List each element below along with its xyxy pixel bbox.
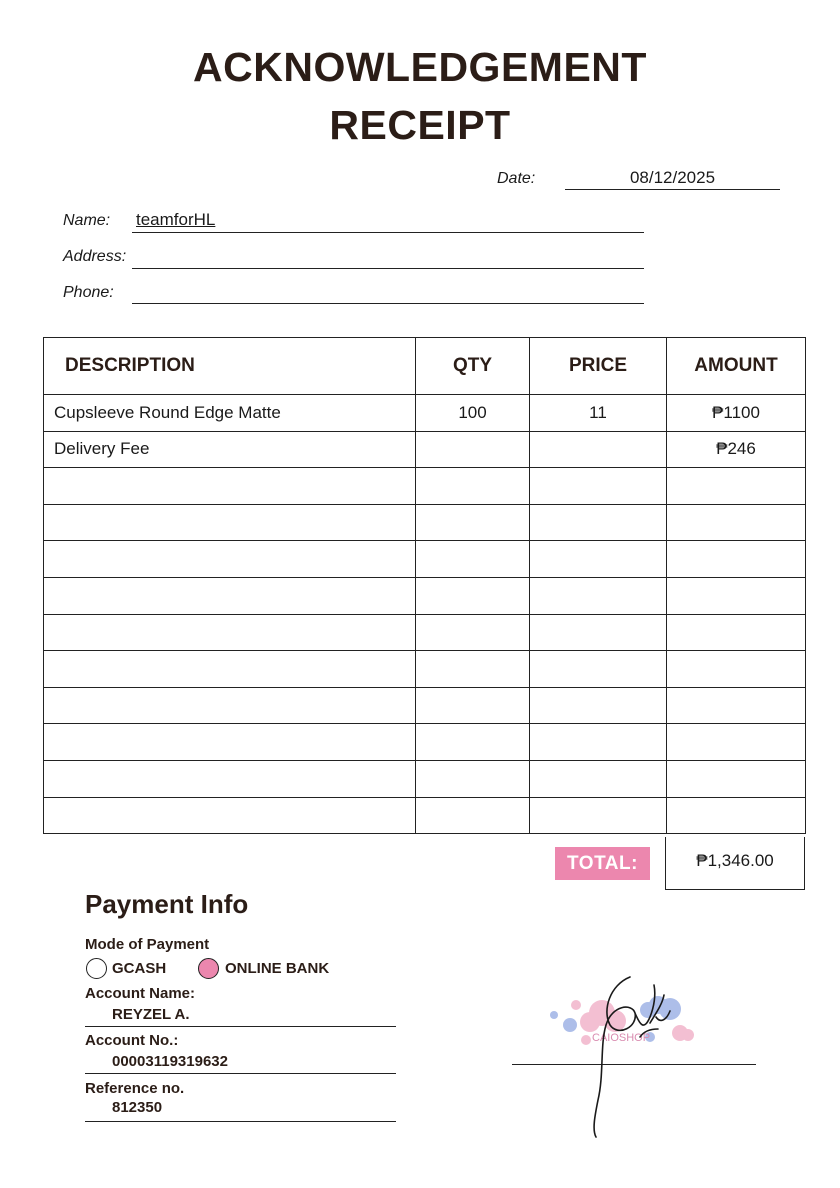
table-row [44,687,806,724]
cell-price [530,541,667,578]
cell-price [530,687,667,724]
cell-qty [416,504,530,541]
cell-qty: 100 [416,395,530,432]
table-row [44,614,806,651]
total-label: TOTAL: [555,847,650,880]
date-line [565,189,780,190]
gcash-label: GCASH [112,960,167,977]
cell-amount [667,468,806,505]
cell-amount [667,577,806,614]
cell-price: 11 [530,395,667,432]
cell-description [44,504,416,541]
name-label: Name: [63,212,111,229]
cell-description [44,468,416,505]
cell-qty [416,760,530,797]
cell-qty [416,614,530,651]
name-value: teamforHL [136,210,216,229]
account-name-label: Account Name: [85,985,196,1002]
cell-description [44,614,416,651]
table-row [44,651,806,688]
table-row [44,724,806,761]
cell-amount: ₱246 [667,431,806,468]
payment-heading: Payment Info [85,889,249,919]
cell-qty [416,468,530,505]
cell-amount [667,504,806,541]
cell-amount [667,651,806,688]
cell-price [530,797,667,834]
header-qty: QTY [416,338,530,395]
account-no-label: Account No.: [85,1032,179,1049]
stamp-text: CAIOSHOP [592,1032,651,1044]
table-row [44,468,806,505]
cell-description: Delivery Fee [44,431,416,468]
cell-description [44,541,416,578]
cell-description [44,687,416,724]
cell-qty [416,651,530,688]
reference-label: Reference no. [85,1080,185,1097]
cell-amount [667,614,806,651]
items-table [43,337,806,834]
table-row [44,760,806,797]
header-description: DESCRIPTION [44,338,416,395]
address-line [132,268,644,269]
cell-amount [667,760,806,797]
cell-description [44,577,416,614]
cell-price [530,760,667,797]
cell-description: Cupsleeve Round Edge Matte [44,395,416,432]
date-value: 08/12/2025 [629,168,716,187]
cell-amount [667,724,806,761]
header-price: PRICE [530,338,667,395]
reference-line [85,1121,396,1122]
cell-price [530,651,667,688]
cell-amount [667,687,806,724]
cell-amount: ₱1100 [667,395,806,432]
cell-price [530,431,667,468]
cell-qty [416,577,530,614]
online-bank-label: ONLINE BANK [225,960,330,977]
cell-description [44,797,416,834]
table-header-row [44,338,806,395]
cell-price [530,468,667,505]
cell-price [530,577,667,614]
account-name-line [85,1026,396,1027]
cell-price [530,614,667,651]
name-line [132,232,644,233]
table-row [44,504,806,541]
account-name-value: REYZEL A. [112,1006,190,1023]
cell-description [44,724,416,761]
mode-of-payment-label: Mode of Payment [85,936,210,953]
cell-qty [416,687,530,724]
phone-line [132,303,644,304]
gcash-radio[interactable] [86,958,107,979]
table-row [44,577,806,614]
signature-stamp [540,965,710,1145]
cell-price [530,504,667,541]
total-value: ₱1,346.00 [665,837,805,890]
cell-qty [416,724,530,761]
reference-value: 812350 [112,1099,163,1116]
cell-qty [416,541,530,578]
receipt-title-line1: ACKNOWLEDGEMENT [193,44,647,90]
cell-amount [667,541,806,578]
phone-label: Phone: [63,284,114,301]
cell-qty [416,431,530,468]
address-label: Address: [63,248,127,265]
table-row [44,541,806,578]
table-row [44,395,806,432]
cell-price [530,724,667,761]
receipt-title-line2: RECEIPT [329,102,511,148]
online-bank-radio[interactable] [198,958,219,979]
cell-description [44,651,416,688]
table-row [44,797,806,834]
cell-qty [416,797,530,834]
account-no-line [85,1073,396,1074]
table-row [44,431,806,468]
account-no-value: 00003119319632 [112,1053,228,1070]
cell-amount [667,797,806,834]
header-amount: AMOUNT [667,338,806,395]
date-label: Date: [497,170,536,187]
cell-description [44,760,416,797]
